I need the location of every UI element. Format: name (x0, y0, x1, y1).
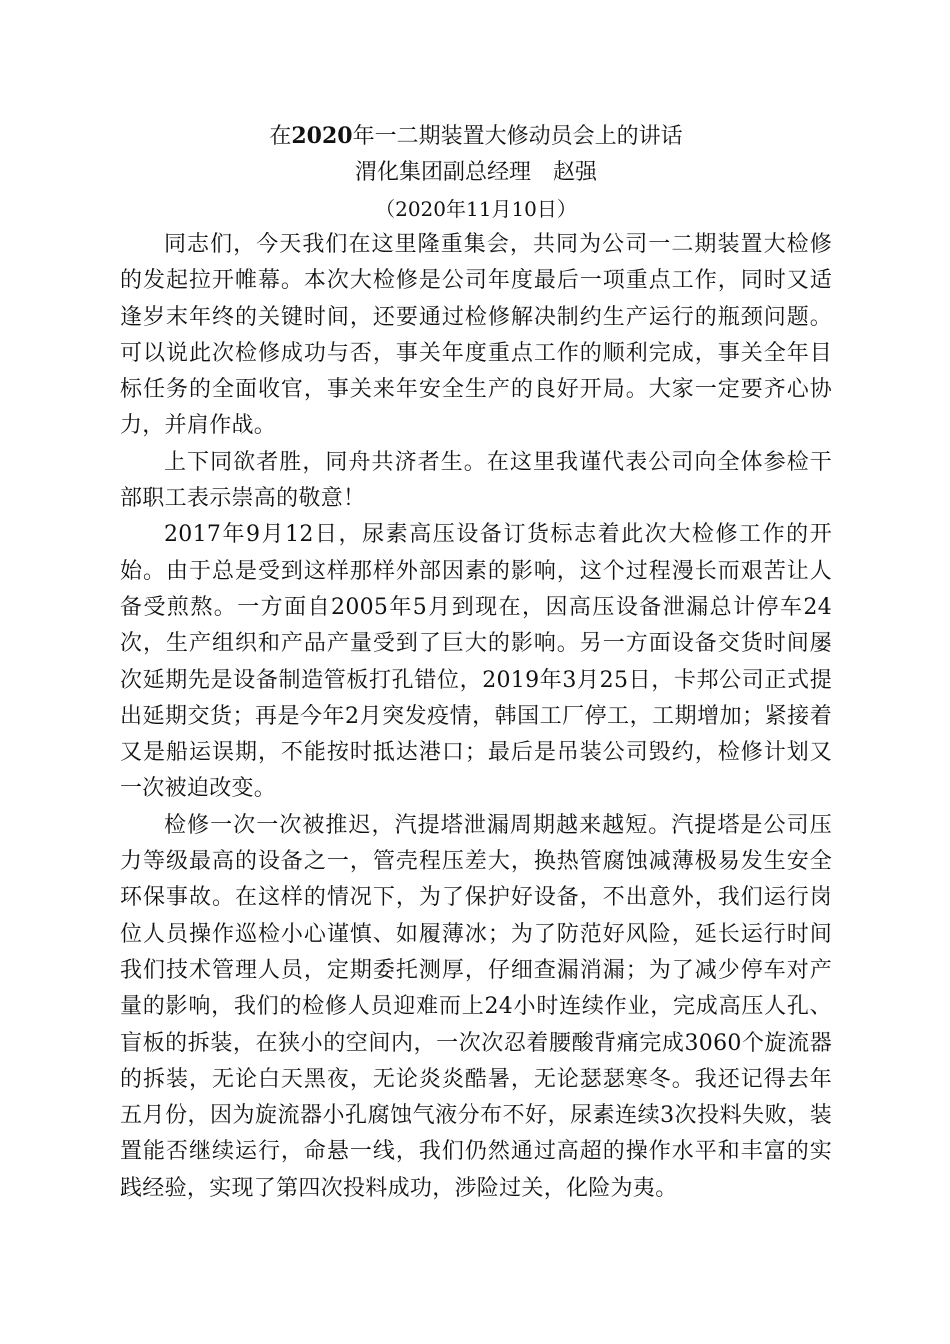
title-prefix: 在 (269, 124, 292, 149)
document-body (120, 118, 832, 1207)
paragraph: 检修一次一次被推迟，汽提塔泄漏周期越来越短。汽提塔是公司压力等级最高的设备之一，管壳程压差大，换热管腐蚀减薄极易发生安全环保事故。在这样的情况下，为了保护好设备，不出意外，我们运行岗位人员操作巡检小心谨慎、如履薄冰；为了防范好风险，延长运行时间我们技术管理人员，定期委托测厚，仔细查漏消漏；为了减少停车对产量的影响，我们的检修人员迎难而上24小时连续作业，完成高压人孔、盲板的拆装，在狭小的空间内，一次次忍着腰酸背痛完成3060个旋流器的拆装，无论白天黑夜，无论炎炎酷暑，无论瑟瑟寒冬。我还记得去年五月份，因为旋流器小孔腐蚀气液分布不好，尿素连续3次投料失败，装置能否继续运行，命悬一线，我们仍然通过高超的操作水平和丰富的实践经验，实现了第四次投料成功，涉险过关，化险为夷。 (120, 812, 832, 1201)
speaker-name: 赵强 (553, 160, 598, 185)
speaker-title: 渭化集团副总经理 (354, 160, 531, 185)
paragraph: 上下同欲者胜，同舟共济者生。在这里我谨代表公司向全体参检干部职工表示崇高的敬意！ (120, 449, 832, 512)
title-year: 2020 (291, 123, 353, 149)
title-suffix: 年一二期装置大修动员会上的讲话 (352, 124, 683, 149)
paragraph: 同志们，今天我们在这里隆重集会，共同为公司一二期装置大检修的发起拉开帷幕。本次大检修是公司年度最后一项重点工作，同时又适逢岁末年终的关键时间，还要通过检修解决制约生产运行的瓶颈问题。可以说此次检修成功与否，事关年度重点工作的顺利完成，事关全年目标任务的全面收官，事关来年安全生产的良好开局。大家一定要齐心协力，并肩作战。 (120, 232, 832, 439)
speech-date: （2020年11月10日） (375, 197, 577, 221)
paragraph: 2017年9月12日，尿素高压设备订货标志着此次大检修工作的开始。由于总是受到这样那样外部因素的影响，这个过程漫长而艰苦让人备受煎熬。一方面自2005年5月到现在，因高压设备泄漏总计停车24次，生产组织和产品产量受到了巨大的影响。另一方面设备交货时间屡次延期先是设备制造管板打孔错位，2019年3月25日，卡邦公司正式提出延期交货；再是今年2月突发疫情，韩国工厂停工，工期增加；紧接着又是船运误期，不能按时抵达港口；最后是吊装公司毁约，检修计划又一次被迫改变。 (120, 522, 832, 802)
speaker-byline (120, 155, 832, 191)
document-title (120, 118, 832, 155)
